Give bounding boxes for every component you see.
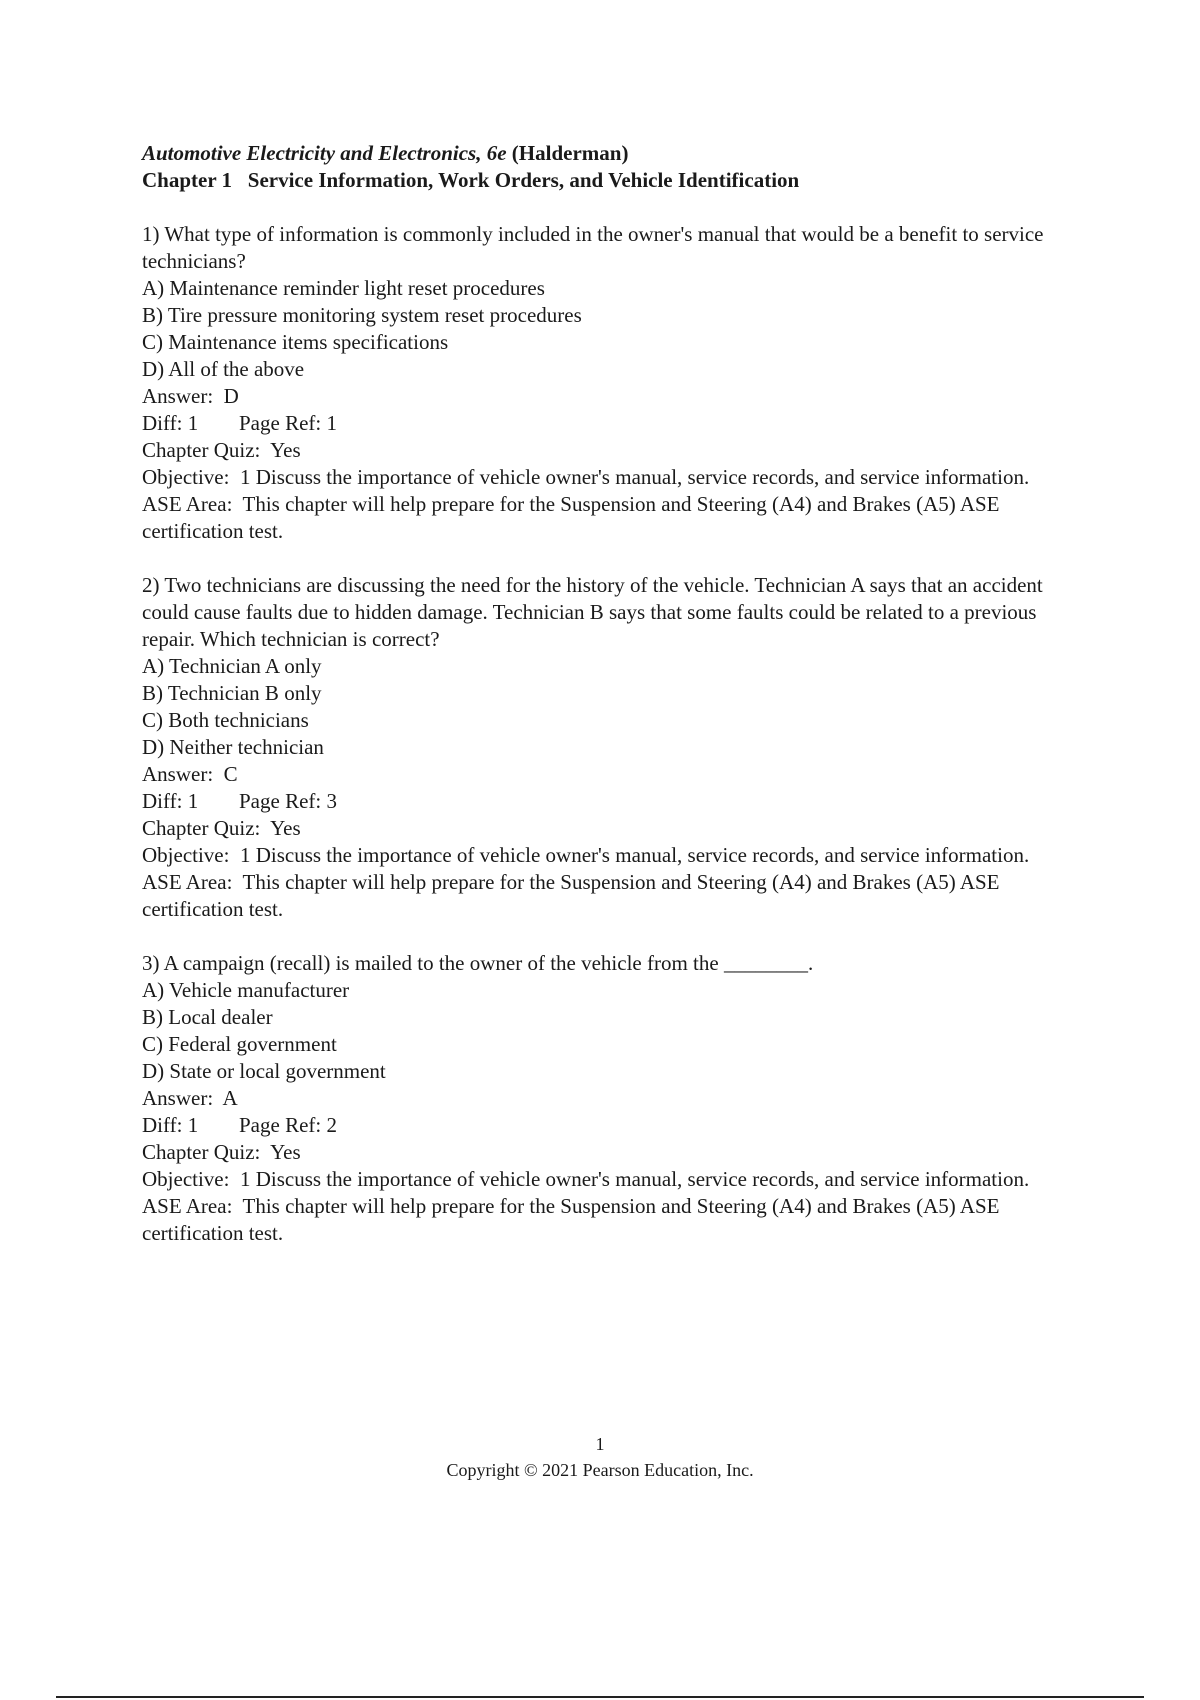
page-bottom-divider (56, 1696, 1144, 1698)
difficulty: Diff: 1 (142, 1113, 199, 1137)
objective: Objective: 1 Discuss the importance of vehicle owner's manual, service records, and service information. (142, 1167, 1030, 1191)
option-a: A) Maintenance reminder light reset procedures (142, 276, 545, 300)
answer: Answer: D (142, 384, 239, 408)
diff-page-ref (142, 1112, 1072, 1139)
option-b: B) Tire pressure monitoring system reset procedures (142, 303, 582, 327)
option-a: A) Vehicle manufacturer (142, 978, 350, 1002)
chapter-quiz: Chapter Quiz: Yes (142, 1140, 301, 1164)
option-d: D) State or local government (142, 1059, 386, 1083)
option-b: B) Technician B only (142, 681, 322, 705)
book-title: Automotive Electricity and Electronics, 6e (142, 141, 507, 165)
page-ref: Page Ref: 2 (239, 1113, 337, 1137)
book-author: (Halderman) (511, 141, 629, 165)
answer: Answer: A (142, 1086, 238, 1110)
page-ref: Page Ref: 1 (239, 411, 337, 435)
ase-area: ASE Area: This chapter will help prepare for the Suspension and Steering (A4) and Brakes (A5) ASE certification test. (142, 1194, 1005, 1245)
page-number: 1 (595, 1434, 605, 1454)
copyright-notice: Copyright © 2021 Pearson Education, Inc. (446, 1460, 754, 1480)
option-c: C) Federal government (142, 1032, 337, 1056)
difficulty: Diff: 1 (142, 789, 199, 813)
option-d: D) Neither technician (142, 735, 324, 759)
question-stem: 1) What type of information is commonly included in the owner's manual that would be a benefit to service technicians? (142, 222, 1049, 273)
difficulty: Diff: 1 (142, 411, 199, 435)
option-b: B) Local dealer (142, 1005, 273, 1029)
option-c: C) Both technicians (142, 708, 309, 732)
ase-area: ASE Area: This chapter will help prepare for the Suspension and Steering (A4) and Brakes (A5) ASE certification test. (142, 492, 1005, 543)
question-2 (142, 572, 1072, 923)
ase-area: ASE Area: This chapter will help prepare for the Suspension and Steering (A4) and Brakes (A5) ASE certification test. (142, 870, 1005, 921)
objective: Objective: 1 Discuss the importance of vehicle owner's manual, service records, and service information. (142, 465, 1030, 489)
option-c: C) Maintenance items specifications (142, 330, 449, 354)
objective: Objective: 1 Discuss the importance of vehicle owner's manual, service records, and service information. (142, 843, 1030, 867)
diff-page-ref (142, 788, 1072, 815)
chapter-quiz: Chapter Quiz: Yes (142, 438, 301, 462)
option-d: D) All of the above (142, 357, 305, 381)
page-ref: Page Ref: 3 (239, 789, 337, 813)
question-stem: 3) A campaign (recall) is mailed to the owner of the vehicle from the ________. (142, 951, 814, 975)
question-stem: 2) Two technicians are discussing the need for the history of the vehicle. Technician A says that an accident could cause faults due to hidden damage. Technician B says that some faults could be related to a previous repair. Which technician is correct? (142, 573, 1049, 651)
question-1 (142, 221, 1072, 545)
header-spacer (142, 194, 1072, 221)
book-title-line (142, 140, 1072, 167)
question-3 (142, 950, 1072, 1247)
diff-page-ref (142, 410, 1072, 437)
page-content (142, 140, 1072, 1274)
chapter-quiz: Chapter Quiz: Yes (142, 816, 301, 840)
chapter-title: Chapter 1 Service Information, Work Orders, and Vehicle Identification (142, 168, 800, 192)
answer: Answer: C (142, 762, 238, 786)
option-a: A) Technician A only (142, 654, 322, 678)
